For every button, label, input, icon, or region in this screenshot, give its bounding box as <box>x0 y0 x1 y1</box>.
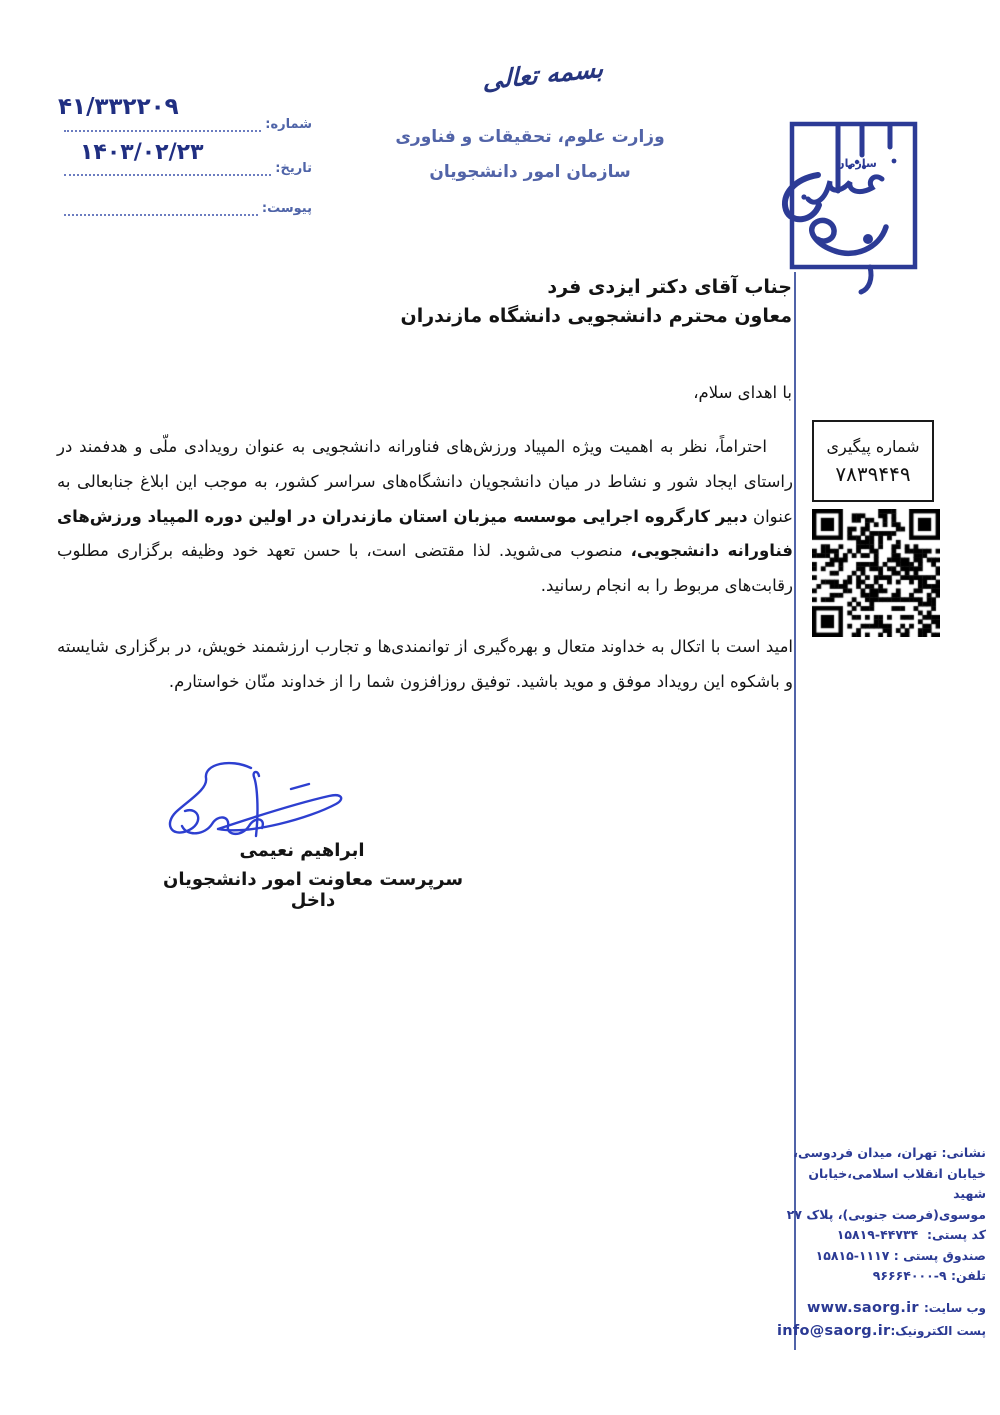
website-label: وب سایت: <box>923 1301 986 1315</box>
signature-scribble <box>158 756 358 848</box>
po-box-label: صندوق پستی : <box>893 1247 986 1263</box>
website-url: www.saorg.ir <box>806 1300 919 1316</box>
p1-appointment-bold: دبیر کارگروه اجرایی موسسه میزبان استان مازندران در اولین دوره المپیاد ورزش‌های فناورانه دانشجویی، <box>57 506 793 561</box>
address-line-3: موسوی(فرصت جنوبی)، پلاک ۲۷ <box>786 1206 986 1222</box>
tracking-label: شماره پیگیری <box>826 436 920 456</box>
email-line <box>766 1319 986 1342</box>
phone-value: ۹۶۶۶۴۰۰۰-۹ <box>872 1268 947 1283</box>
email-address: info@saorg.ir <box>776 1323 891 1339</box>
date-label: تاریخ: <box>275 161 312 176</box>
phone-label: تلفن: <box>950 1268 986 1283</box>
body-paragraph-1 <box>57 430 793 604</box>
body-paragraph-2 <box>57 630 793 700</box>
qr-code <box>812 509 940 637</box>
dotted-leader <box>64 202 258 216</box>
po-box-value: ۱۵۸۱۵-۱۱۱۷ <box>815 1247 890 1263</box>
recipient-block <box>400 276 792 327</box>
address-line-2: خیابان انقلاب اسلامی،خیابان شهید <box>808 1165 986 1201</box>
website-line <box>766 1296 986 1319</box>
postal-code-value: ۱۵۸۱۹-۴۴۷۳۴ <box>836 1227 919 1242</box>
recipient-title: معاون محترم دانشجویی دانشگاه مازندران <box>400 305 792 327</box>
saorg-logo <box>778 116 918 298</box>
po-box-line <box>786 1246 986 1267</box>
phone-line <box>786 1266 986 1287</box>
p1-text-start: احتراماً، نظر به اهمیت ویژه المپیاد ورزش‌های فناورانه دانشجویی به عنوان رویدادی ملّی و هدفمند در راستای ایجاد شور و نشاط در میان دانشجویان دانشگاه‌های سراسر کشور، به موجب این ابلاغ جنابعالی به عنوان <box>57 437 794 526</box>
ministry-title: وزارت علوم، تحقیقات و فناوری <box>395 127 665 147</box>
address-line-1: نشانی: تهران، میدان فردوسی، <box>793 1145 986 1160</box>
dotted-leader <box>64 118 261 132</box>
email-label: پست الکترونیک: <box>890 1324 986 1338</box>
logo-word-sazman: سازمان <box>835 157 877 170</box>
letter-number-value: ۴۱/۳۳۲۲۰۹ <box>58 94 179 120</box>
salutation: با اهدای سلام، <box>693 383 792 402</box>
attachment-field-row <box>64 196 312 216</box>
number-label: شماره: <box>265 117 312 132</box>
signer-title: سرپرست معاونت امور دانشجویان داخل <box>162 869 464 911</box>
attachment-label: پیوست: <box>261 201 312 216</box>
signer-name: ابراهیم نعیمی <box>239 840 365 861</box>
postal-code-line <box>786 1225 986 1246</box>
recipient-name: جناب آقای دکتر ایزدی فرد <box>547 276 792 298</box>
tracking-number-box <box>812 420 934 502</box>
tracking-number: ۷۸۳۹۴۴۹ <box>835 461 911 486</box>
footer-web-block <box>766 1296 986 1342</box>
postal-code-label: کد پستی: <box>926 1227 986 1242</box>
p1-text-end: منصوب می‌شوید. لذا مقتضی است، با حسن تعهد خود وظیفه برگزاری مطلوب رقابت‌های مربوط را به انجام رسانید. <box>57 541 793 596</box>
footer-address-block <box>786 1143 986 1287</box>
p2-text: امید است با اتکال به خداوند متعال و بهره‌گیری از توانمندی‌ها و تجارب ارزشمند خویش، در برگزاری شایسته و باشکوه این رویداد موفق و موید باشید. توفیق روزافزون شما را از خداوند منّان خواستارم. <box>57 637 793 691</box>
letter-date-value: ۱۴۰۳/۰۲/۲۳ <box>80 140 204 165</box>
bismillah-calligraphy: بسمه تعالی <box>482 53 604 96</box>
organization-title: سازمان امور دانشجویان <box>429 162 631 182</box>
